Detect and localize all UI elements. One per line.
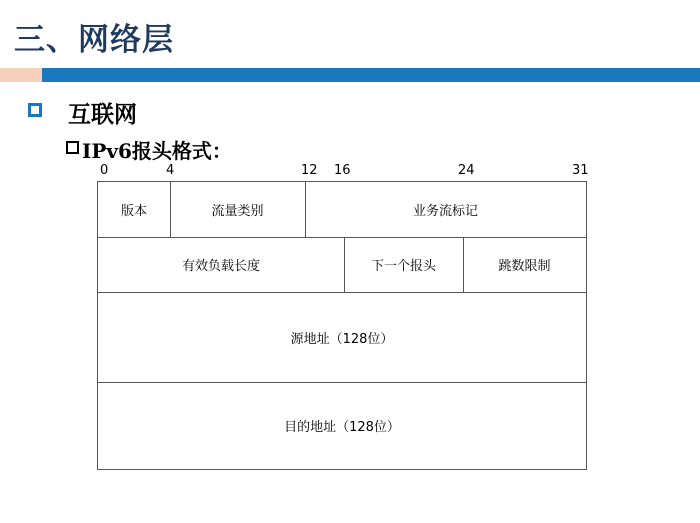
bit-label-12: 12 <box>301 163 318 178</box>
bit-label-16: 16 <box>334 163 351 178</box>
field-flow-label: 业务流标记 <box>412 204 478 219</box>
field-payload-length: 有效负载长度 <box>181 259 260 274</box>
field-hop-limit: 跳数限制 <box>498 259 551 274</box>
field-source-address: 源地址（128位） <box>290 331 394 347</box>
bit-label-0: 0 <box>100 163 109 178</box>
bit-label-4: 4 <box>166 163 175 178</box>
square-bullet-icon <box>28 103 42 117</box>
title-bar-accent <box>0 68 42 82</box>
bit-label-31: 31 <box>572 163 589 178</box>
section-heading: 互联网 <box>68 102 137 128</box>
field-traffic-class: 流量类别 <box>211 204 264 219</box>
bit-label-24: 24 <box>458 163 475 178</box>
hollow-square-bullet-icon <box>66 141 79 154</box>
slide-title: 三、网络层 <box>14 22 174 58</box>
field-destination-address: 目的地址（128位） <box>284 420 400 435</box>
ipv6-header-table <box>97 181 587 470</box>
sub-heading: IPv6报头格式： <box>82 139 232 163</box>
title-bar <box>42 68 700 82</box>
field-version: 版本 <box>120 204 147 219</box>
field-next-header: 下一个报头 <box>370 259 436 274</box>
